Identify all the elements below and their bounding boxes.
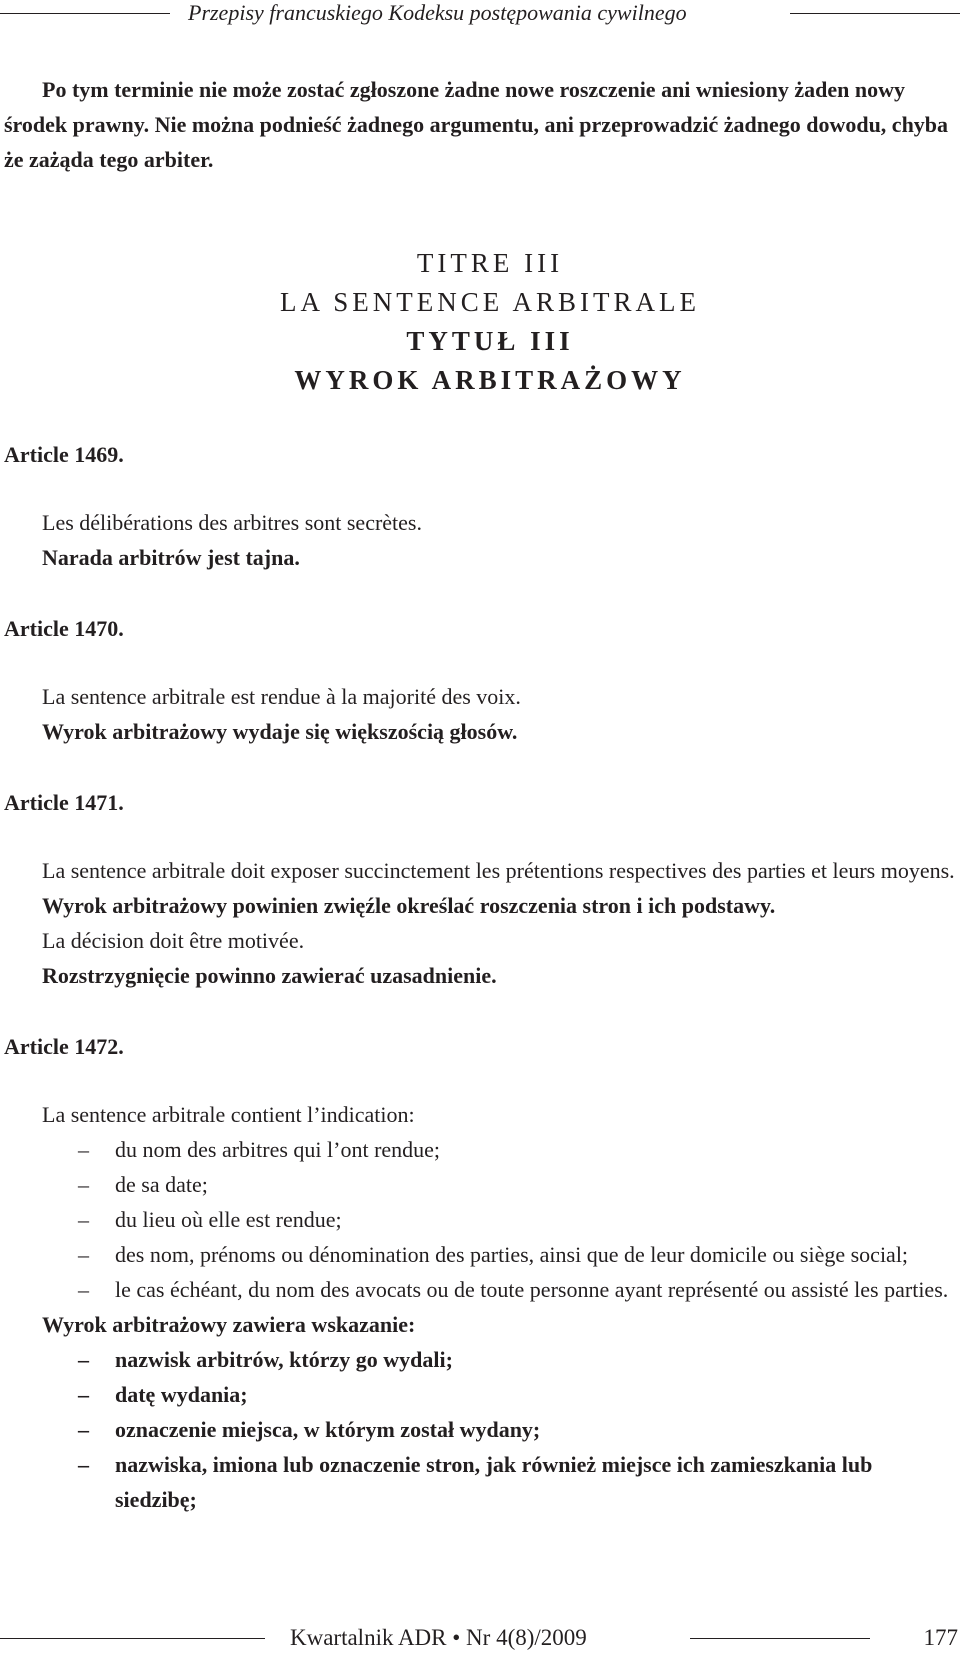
list-item	[4, 1377, 956, 1412]
fr-item-list	[4, 1132, 956, 1307]
page-number: 177	[923, 1625, 958, 1650]
list-item-text: de sa date;	[115, 1172, 208, 1197]
list-item	[4, 1237, 956, 1272]
subtitle-pl: WYROK ARBITRAŻOWY	[294, 365, 686, 395]
list-item	[4, 1342, 956, 1377]
page-header	[0, 0, 960, 30]
article-text-fr: La sentence arbitrale doit exposer succinctement les prétentions respectives des parties et leurs moyens.	[42, 858, 955, 883]
title-block	[4, 244, 956, 400]
article-text-fr: La décision doit être motivée.	[42, 928, 305, 953]
footer-rule-right	[690, 1638, 870, 1639]
article-text-fr: Les délibérations des arbitres sont secrètes.	[42, 510, 422, 535]
list-item-text: datę wydania;	[115, 1382, 248, 1407]
page-content	[4, 72, 956, 1517]
dash-bullet: –	[78, 1137, 89, 1162]
list-item-text: du nom des arbitres qui l’ont rendue;	[115, 1137, 441, 1162]
article-text-pl: Rozstrzygnięcie powinno zawierać uzasadnienie.	[42, 963, 497, 988]
intro-paragraph: Po tym terminie nie może zostać zgłoszone żadne nowe roszczenie ani wniesiony żaden nowy środek prawny. Nie można podnieść żadnego argumentu, ani przeprowadzić żadnego dowodu, chyba że zażąda tego arbiter.	[4, 77, 949, 172]
running-title: Przepisy francuskiego Kodeksu postępowania cywilnego	[188, 0, 687, 25]
list-item	[4, 1202, 956, 1237]
list-item-text: nazwiska, imiona lub oznaczenie stron, jak również miejsce ich zamieszkania lub siedzibę;	[115, 1452, 873, 1512]
list-item	[4, 1132, 956, 1167]
article-text-fr: La sentence arbitrale est rendue à la majorité des voix.	[42, 684, 521, 709]
list-item	[4, 1272, 956, 1307]
list-item-text: oznaczenie miejsca, w którym został wydany;	[115, 1417, 541, 1442]
article-heading: Article 1470.	[4, 616, 124, 641]
article-1471	[4, 785, 956, 993]
dash-bullet: –	[78, 1172, 89, 1197]
list-item-text: du lieu où elle est rendue;	[115, 1207, 342, 1232]
article-1470	[4, 611, 956, 749]
article-text-pl: Wyrok arbitrażowy zawiera wskazanie:	[42, 1312, 416, 1337]
article-text-pl: Narada arbitrów jest tajna.	[42, 545, 300, 570]
title-pl: TYTUŁ III	[406, 326, 574, 356]
list-item	[4, 1447, 956, 1517]
page-footer	[0, 1620, 960, 1657]
list-item	[4, 1412, 956, 1447]
dash-bullet: –	[78, 1347, 89, 1372]
dash-bullet: –	[78, 1382, 89, 1407]
article-1469	[4, 437, 956, 575]
journal-citation: Kwartalnik ADR • Nr 4(8)/2009	[290, 1625, 587, 1650]
subtitle-fr: LA SENTENCE ARBITRALE	[280, 287, 700, 317]
list-item-text: nazwisk arbitrów, którzy go wydali;	[115, 1347, 453, 1372]
pl-item-list	[4, 1342, 956, 1517]
dash-bullet: –	[78, 1277, 89, 1302]
list-item	[4, 1167, 956, 1202]
dash-bullet: –	[78, 1242, 89, 1267]
article-text-pl: Wyrok arbitrażowy powinien zwięźle określać roszczenia stron i ich podstawy.	[42, 893, 776, 918]
header-rule-right	[790, 13, 960, 14]
header-rule-left	[0, 13, 170, 14]
footer-rule-left	[0, 1638, 265, 1639]
dash-bullet: –	[78, 1417, 89, 1442]
list-item-text: le cas échéant, du nom des avocats ou de toute personne ayant représenté ou assisté les parties.	[115, 1277, 949, 1302]
dash-bullet: –	[78, 1452, 89, 1477]
list-item-text: des nom, prénoms ou dénomination des parties, ainsi que de leur domicile ou siège social;	[115, 1242, 909, 1267]
article-text-fr: La sentence arbitrale contient l’indication:	[42, 1102, 415, 1127]
article-heading: Article 1471.	[4, 790, 124, 815]
article-heading: Article 1469.	[4, 442, 124, 467]
article-heading: Article 1472.	[4, 1034, 124, 1059]
title-fr: TITRE III	[416, 248, 564, 278]
article-1472	[4, 1029, 956, 1517]
article-text-pl: Wyrok arbitrażowy wydaje się większością głosów.	[42, 719, 518, 744]
dash-bullet: –	[78, 1207, 89, 1232]
